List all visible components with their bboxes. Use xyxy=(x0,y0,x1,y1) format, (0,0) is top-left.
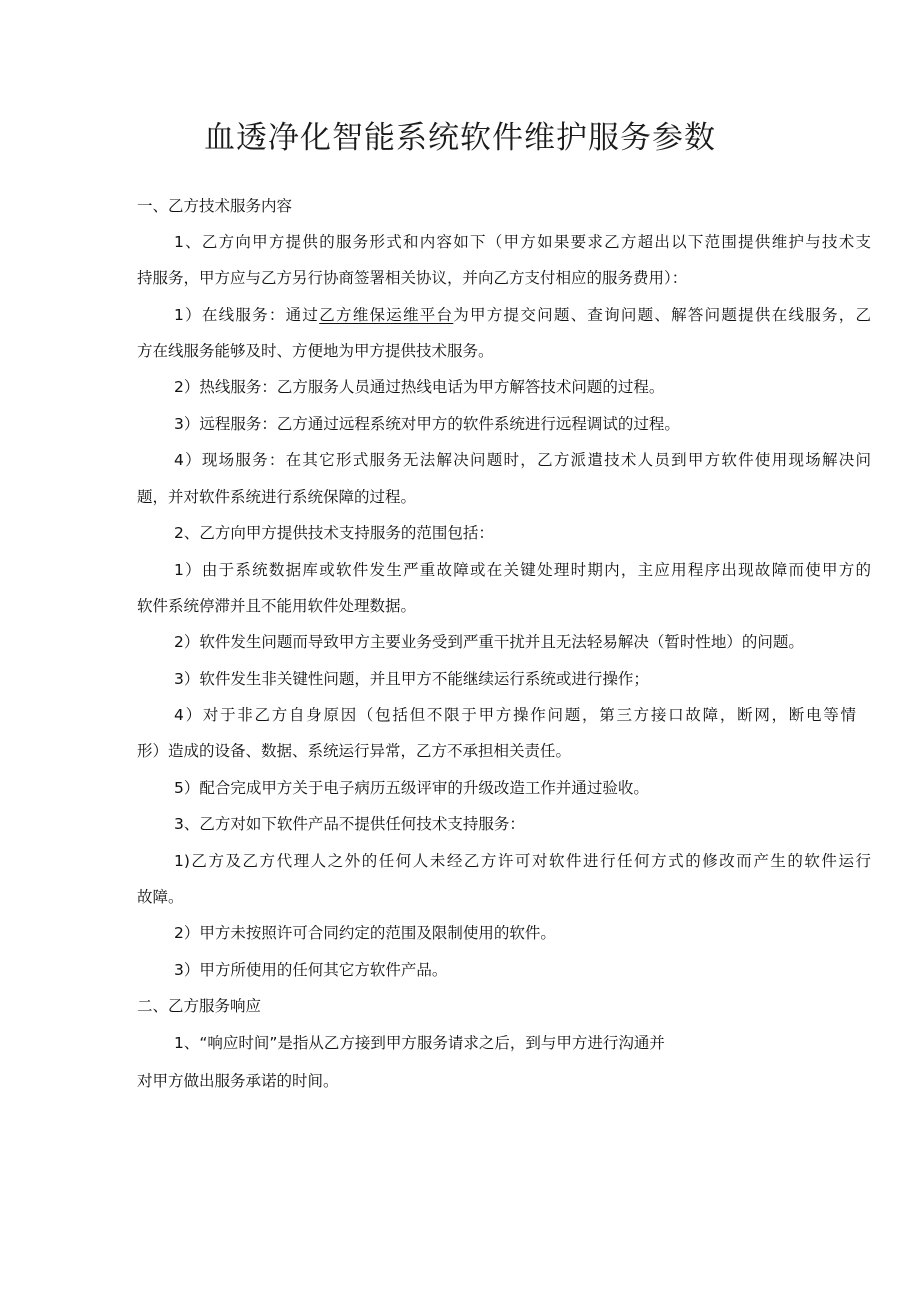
scope-item-3: 3）软件发生非关键性问题，并且甲方不能继续运行系统或进行操作； xyxy=(174,670,649,688)
response-paragraph-line-1: 1、“响应时间”是指从乙方接到甲方服务请求之后，到与甲方进行沟通并 xyxy=(174,1034,665,1052)
item-hotline-service: 2）热线服务：乙方服务人员通过热线电话为甲方解答技术问题的过程。 xyxy=(174,378,665,396)
scope-item-4-line-2: 形）造成的设备、数据、系统运行异常，乙方不承担相关责任。 xyxy=(137,742,572,760)
scope-item-1-line-1: 1）由于系统数据库或软件发生严重故障或在关键处理时期内，主应用程序出现故障而使甲方的 xyxy=(174,561,871,579)
scope-item-4-line-1: 4）对于非乙方自身原因（包括但不限于甲方操作问题，第三方接口故障，断网，断电等情 xyxy=(174,706,856,724)
exclusion-item-1-line-1: 1)乙方及乙方代理人之外的任何人未经乙方许可对软件进行任何方式的修改而产生的软件运行 xyxy=(174,852,871,870)
section-heading-1: 一、乙方技术服务内容 xyxy=(137,197,293,215)
item-online-service-line-2: 方在线服务能够及时、方便地为甲方提供技术服务。 xyxy=(137,342,494,360)
section-heading-2: 二、乙方服务响应 xyxy=(137,997,262,1015)
response-paragraph-line-2: 对甲方做出服务承诺的时间。 xyxy=(137,1072,339,1090)
paragraph-2: 2、乙方向甲方提供技术支持服务的范围包括： xyxy=(174,524,494,542)
exclusion-item-2: 2）甲方未按照许可合同约定的范围及限制使用的软件。 xyxy=(174,924,556,942)
platform-link: 乙方维保运维平台 xyxy=(319,306,454,324)
scope-item-1-line-2: 软件系统停滞并且不能用软件处理数据。 xyxy=(137,597,417,615)
item-online-service-line-1 xyxy=(174,305,871,325)
scope-item-2: 2）软件发生问题而导致甲方主要业务受到严重干扰并且无法轻易解决（暂时性地）的问题。 xyxy=(174,633,804,651)
scope-item-5: 5）配合完成甲方关于电子病历五级评审的升级改造工作并通过验收。 xyxy=(174,779,649,797)
item-remote-service: 3）远程服务：乙方通过远程系统对甲方的软件系统进行远程调试的过程。 xyxy=(174,415,680,433)
item-onsite-service-line-2: 题，并对软件系统进行系统保障的过程。 xyxy=(137,488,417,506)
paragraph-3: 3、乙方对如下软件产品不提供任何技术支持服务： xyxy=(174,815,525,833)
item-text: 为甲方提交问题、查询问题、解答问题提供在线服务，乙 xyxy=(453,306,871,324)
paragraph-1-line-2: 持服务，甲方应与乙方另行协商签署相关协议，并向乙方支付相应的服务费用）： xyxy=(137,269,688,287)
exclusion-item-3: 3）甲方所使用的任何其它方软件产品。 xyxy=(174,961,448,979)
item-onsite-service-line-1: 4）现场服务：在其它形式服务无法解决问题时，乙方派遣技术人员到甲方软件使用现场解决问 xyxy=(174,451,871,469)
paragraph-1-line-1: 1、乙方向甲方提供的服务形式和内容如下（甲方如果要求乙方超出以下范围提供维护与技术支 xyxy=(174,233,871,251)
exclusion-item-1-line-2: 故障。 xyxy=(137,888,184,906)
document-title: 血透净化智能系统软件维护服务参数 xyxy=(204,120,716,156)
item-text: 1）在线服务：通过 xyxy=(174,306,320,324)
